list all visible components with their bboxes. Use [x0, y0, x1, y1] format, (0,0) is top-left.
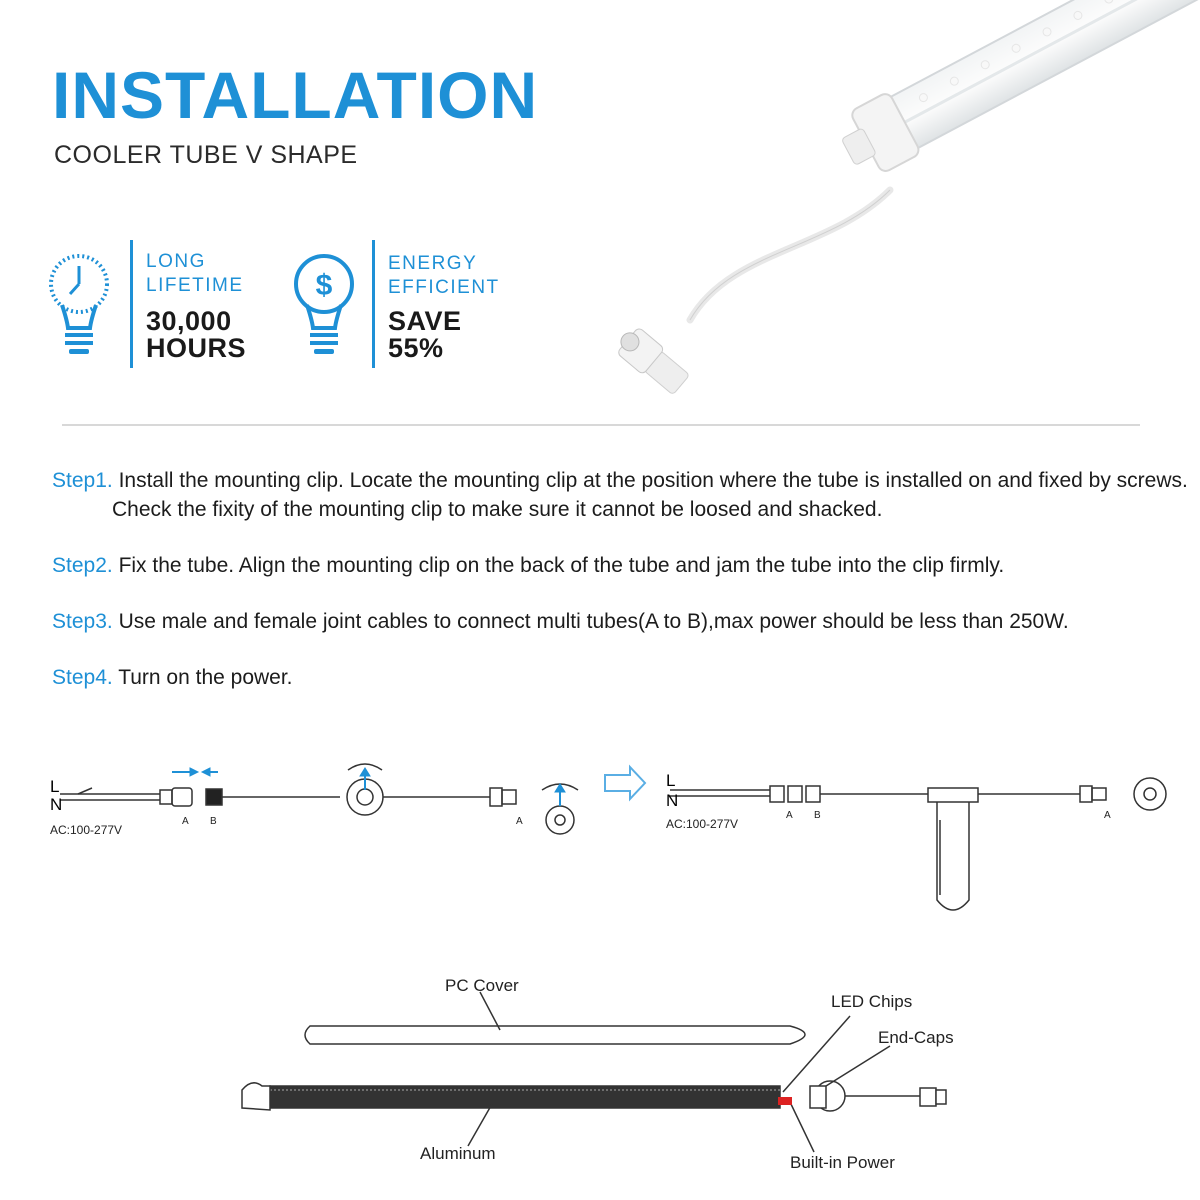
connector-a-label: A — [182, 816, 189, 827]
step-2 — [52, 551, 1004, 580]
section-divider — [62, 424, 1140, 426]
connector-a-label: A — [516, 816, 523, 827]
feature-caption: LONG LIFETIME — [146, 251, 244, 296]
wiring-line-label: L — [666, 771, 676, 790]
feature-long-lifetime — [48, 240, 268, 370]
svg-text:$: $ — [315, 269, 333, 302]
connector-b-label: B — [210, 816, 217, 827]
step-label: Step1. — [52, 469, 113, 492]
wiring-neutral-label: N — [50, 795, 63, 814]
connector-a-label: A — [786, 810, 793, 821]
feature-divider — [372, 240, 375, 368]
clock-bulb-icon — [48, 250, 110, 360]
step-4 — [52, 663, 293, 692]
connector-b-label: B — [814, 810, 821, 821]
label-built-in-power: Built-in Power — [790, 1153, 895, 1172]
step-text: Install the mounting clip. Locate the mounting clip at the position where the tube is installed on and fixed by screws. — [118, 469, 1188, 492]
led-tube-photo — [590, 0, 1200, 400]
step-text-continued: Check the fixity of the mounting clip to make sure it cannot be loosed and shacked. — [112, 498, 883, 521]
feature-energy-efficient — [292, 240, 512, 370]
feature-value: 30,000 HOURS — [146, 306, 247, 363]
feature-divider — [130, 240, 133, 368]
label-aluminum: Aluminum — [420, 1144, 496, 1163]
label-led-chips: LED Chips — [831, 992, 913, 1011]
step-text: Fix the tube. Align the mounting clip on the back of the tube and jam the tube into the clip firmly. — [118, 554, 1005, 577]
label-end-caps: End-Caps — [878, 1028, 954, 1047]
feature-value: SAVE 55% — [388, 306, 462, 363]
connector-a-label: A — [1104, 810, 1111, 821]
wiring-voltage-label: AC:100-277V — [666, 817, 739, 831]
feature-caption: ENERGY EFFICIENT — [388, 253, 500, 298]
wiring-neutral-label: N — [666, 791, 679, 810]
step-label: Step4. — [52, 666, 113, 689]
page-title: INSTALLATION — [52, 58, 539, 132]
page-subtitle: COOLER TUBE V SHAPE — [54, 141, 358, 169]
step-3 — [52, 607, 1069, 636]
step-label: Step3. — [52, 610, 113, 633]
step-text: Turn on the power. — [118, 666, 293, 689]
wiring-line-label: L — [50, 777, 60, 796]
dollar-bulb-icon — [292, 250, 356, 360]
wiring-voltage-label: AC:100-277V — [50, 823, 123, 837]
step-1 — [52, 466, 1188, 524]
step-text: Use male and female joint cables to connect multi tubes(A to B),max power should be less than 250W. — [118, 610, 1069, 633]
parts-diagram — [230, 960, 990, 1190]
step-label: Step2. — [52, 554, 113, 577]
label-pc-cover: PC Cover — [445, 976, 519, 995]
wiring-diagram — [40, 750, 1180, 920]
